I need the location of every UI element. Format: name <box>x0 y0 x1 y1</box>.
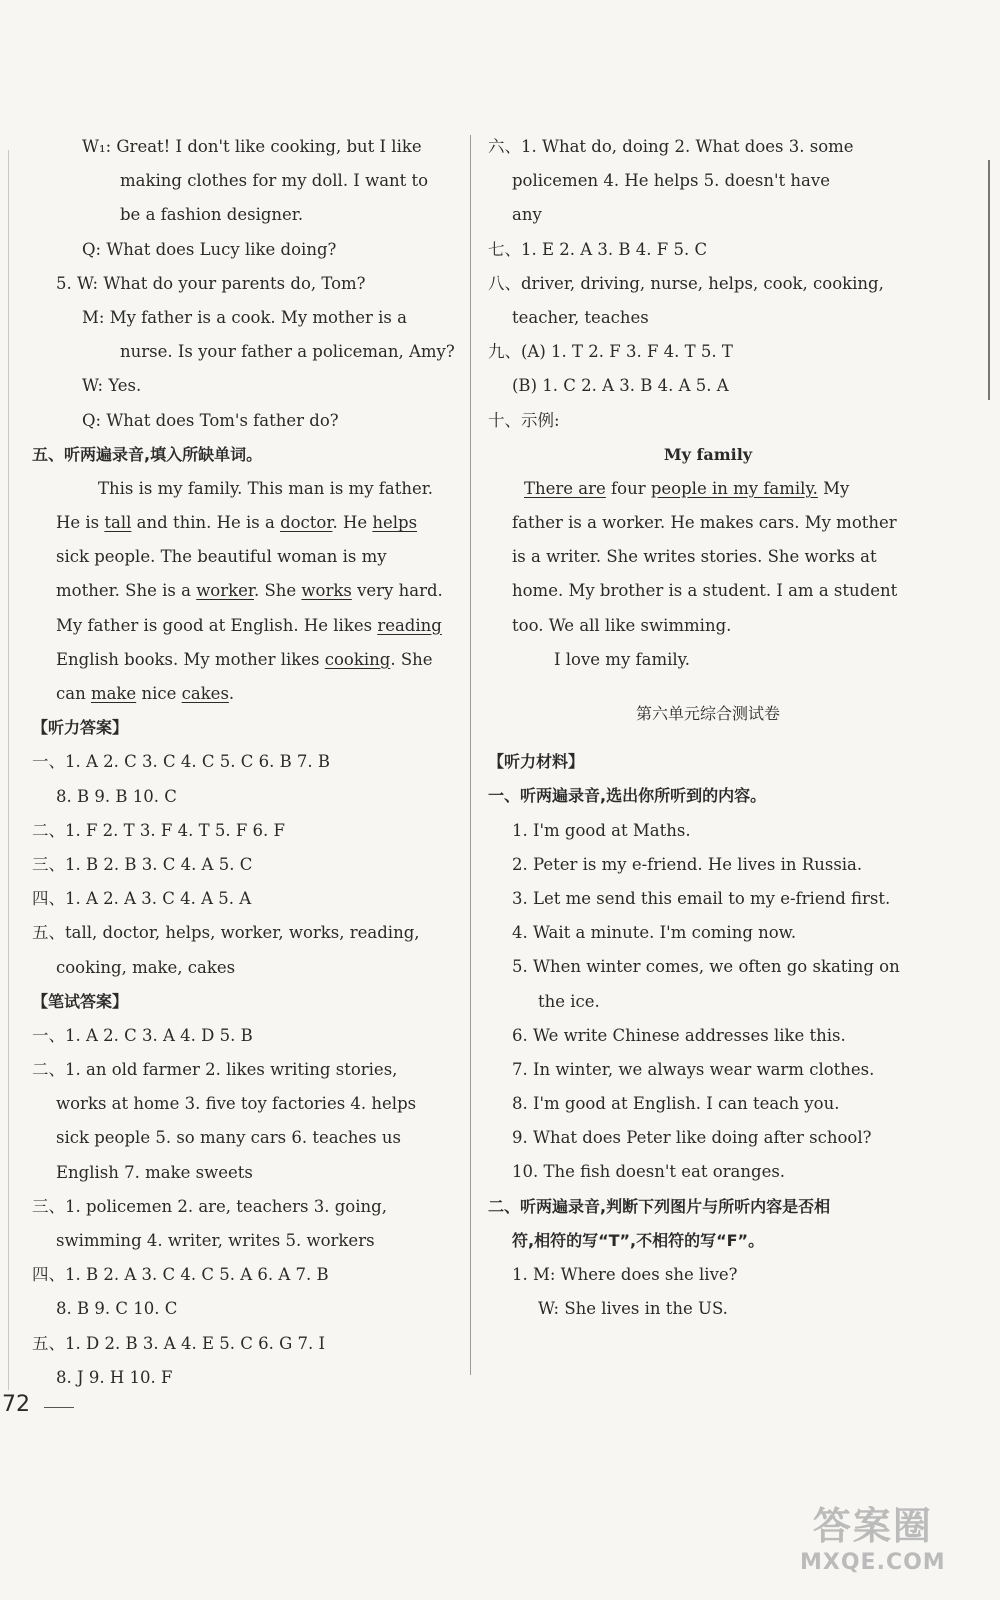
material-line: 10. The fish doesn't eat oranges. <box>512 1162 786 1182</box>
passage-line: My father is good at English. He likes reading <box>56 615 442 635</box>
answer-line: 一、1. A 2. C 3. A 4. D 5. B <box>32 1025 253 1045</box>
passage-line: sick people. The beautiful woman is my <box>56 547 387 567</box>
filled-blank: works <box>301 581 352 601</box>
dialogue-line: M: My father is a cook. My mother is a <box>82 307 407 327</box>
material-line: the ice. <box>538 991 600 1011</box>
answer-line: 8. J 9. H 10. F <box>56 1367 173 1387</box>
question-line: Q: What does Tom's father do? <box>82 410 339 430</box>
material-line: 4. Wait a minute. I'm coming now. <box>512 923 797 943</box>
passage-line: mother. She is a worker. She works very hard. <box>56 581 443 601</box>
passage-line: This is my family. This man is my father. <box>98 478 434 498</box>
answer-line: sick people 5. so many cars 6. teaches us <box>56 1128 401 1148</box>
filled-blank: cakes <box>181 684 229 703</box>
section-title: 一、听两遍录音,选出你所听到的内容。 <box>488 786 767 806</box>
material-line: 5. When winter comes, we often go skating on <box>512 957 900 977</box>
page-number: 72 <box>2 1392 30 1417</box>
answer-line: 8. B 9. C 10. C <box>56 1299 178 1319</box>
essay-line: There are four people in my family. My <box>524 478 850 498</box>
material-line: 6. We write Chinese addresses like this. <box>512 1025 846 1045</box>
material-line: 1. I'm good at Maths. <box>512 820 691 840</box>
answer-line: 七、1. E 2. A 3. B 4. F 5. C <box>488 239 708 259</box>
filled-blank: helps <box>372 513 418 533</box>
essay-title: My family <box>663 444 753 464</box>
material-line: 3. Let me send this email to my e-friend first. <box>512 888 891 908</box>
answer-line: 8. B 9. B 10. C <box>56 786 177 806</box>
right-column <box>488 130 928 1326</box>
filled-blank: cooking <box>324 649 391 669</box>
passage-line: can make nice cakes. <box>56 684 235 703</box>
answer-line: English 7. make sweets <box>56 1162 253 1182</box>
left-column <box>32 130 462 1395</box>
section-title: 五、听两遍录音,填入所缺单词。 <box>32 444 263 464</box>
dialogue-line: be a fashion designer. <box>120 205 304 225</box>
material-line: 9. What does Peter like doing after school? <box>512 1128 872 1148</box>
filled-blank: worker <box>196 581 254 601</box>
essay-line: is a writer. She writes stories. She works at <box>512 547 877 567</box>
dialogue-line: nurse. Is your father a policeman, Amy? <box>120 342 455 362</box>
watermark-logo <box>800 1495 946 1575</box>
answer-line: 八、driver, driving, nurse, helps, cook, cooking, <box>488 273 884 293</box>
filled-blank: tall <box>104 513 132 533</box>
answer-line: 三、1. policemen 2. are, teachers 3. going, <box>32 1196 387 1216</box>
underlined-phrase: There are <box>524 478 606 498</box>
filled-blank: doctor <box>280 513 333 533</box>
passage-line: English books. My mother likes cooking. She <box>56 649 433 669</box>
essay-line: father is a worker. He makes cars. My mother <box>512 513 897 533</box>
answer-line: (B) 1. C 2. A 3. B 4. A 5. A <box>512 376 729 396</box>
page-number-dash <box>44 1407 74 1408</box>
column-divider <box>470 135 471 1375</box>
material-line: W: She lives in the US. <box>538 1299 728 1319</box>
material-line: 2. Peter is my e-friend. He lives in Russia. <box>512 854 863 874</box>
unit-title: 第六单元综合测试卷 <box>635 704 780 723</box>
answer-line: swimming 4. writer, writes 5. workers <box>56 1231 375 1250</box>
answer-line: works at home 3. five toy factories 4. helps <box>56 1094 417 1114</box>
spacer <box>488 731 928 745</box>
answer-line: 三、1. B 2. B 3. C 4. A 5. C <box>32 854 253 874</box>
answer-line: any <box>512 205 542 225</box>
answer-line: 四、1. B 2. A 3. C 4. C 5. A 6. A 7. B <box>32 1265 329 1285</box>
section-title: 二、听两遍录音,判断下列图片与所听内容是否相 <box>488 1196 831 1216</box>
material-line: 8. I'm good at English. I can teach you. <box>512 1094 840 1114</box>
essay-line: home. My brother is a student. I am a student <box>512 581 898 601</box>
answer-line: policemen 4. He helps 5. doesn't have <box>512 171 830 191</box>
answer-line: 四、1. A 2. A 3. C 4. A 5. A <box>32 889 252 909</box>
filled-blank: reading <box>377 615 442 635</box>
answer-line: 五、tall, doctor, helps, worker, works, reading, <box>32 923 420 943</box>
question-line: Q: What does Lucy like doing? <box>82 239 337 259</box>
answer-line: 六、1. What do, doing 2. What does 3. some <box>488 137 854 156</box>
material-line: 7. In winter, we always wear warm clothes. <box>512 1059 875 1079</box>
material-line: 1. M: Where does she live? <box>512 1265 738 1284</box>
watermark-url: MXQE.COM <box>800 1550 946 1575</box>
section-title: 符,相符的写“T”,不相符的写“F”。 <box>512 1230 765 1250</box>
answer-line: 九、(A) 1. T 2. F 3. F 4. T 5. T <box>488 342 733 362</box>
answer-line: cooking, make, cakes <box>56 957 236 977</box>
page-edge-line-right <box>988 160 990 400</box>
page-edge-line <box>8 150 9 1390</box>
answer-line: teacher, teaches <box>512 307 649 327</box>
listening-answers-header: 【听力答案】 <box>32 718 129 738</box>
answer-line: 二、1. an old farmer 2. likes writing stories, <box>32 1060 398 1080</box>
watermark-text: 答案圈 <box>812 1504 933 1548</box>
dialogue-line: W₁: Great! I don't like cooking, but I like <box>82 137 422 156</box>
essay-line: too. We all like swimming. <box>512 615 732 635</box>
answer-line: 五、1. D 2. B 3. A 4. E 5. C 6. G 7. I <box>32 1333 326 1353</box>
passage-line: He is tall and thin. He is a doctor. He helps <box>56 513 418 533</box>
answer-line: 十、示例: <box>488 410 560 430</box>
dialogue-line: W: Yes. <box>82 376 142 396</box>
listening-material-header: 【听力材料】 <box>488 752 585 772</box>
dialogue-line: making clothes for my doll. I want to <box>120 171 429 191</box>
dialogue-line: 5. W: What do your parents do, Tom? <box>56 273 366 293</box>
underlined-phrase: people in my family. <box>650 478 818 498</box>
answer-line: 二、1. F 2. T 3. F 4. T 5. F 6. F <box>32 820 285 840</box>
filled-blank: make <box>90 684 137 703</box>
answer-line: 一、1. A 2. C 3. C 4. C 5. C 6. B 7. B <box>32 752 331 772</box>
essay-line: I love my family. <box>554 649 691 669</box>
written-answers-header: 【笔试答案】 <box>32 991 129 1011</box>
